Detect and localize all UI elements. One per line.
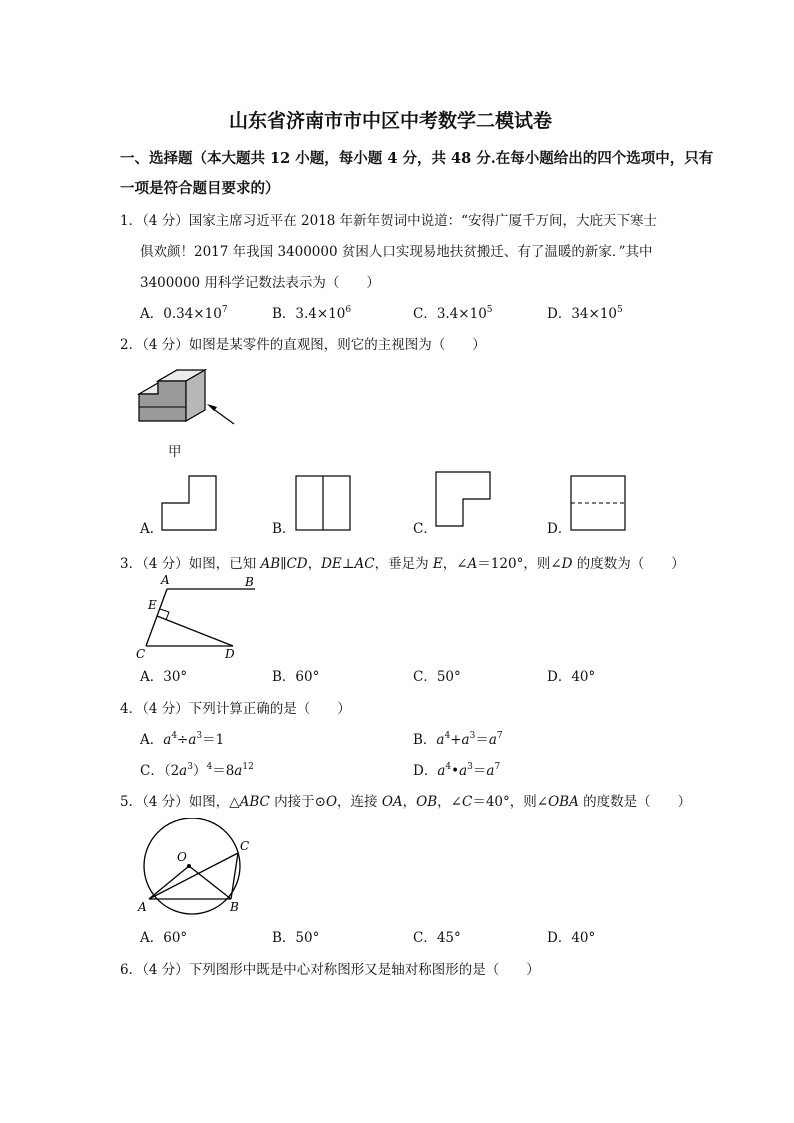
q5-label-b: B: [230, 900, 239, 914]
q1-line2: 俱欢颜！2017 年我国 3400000 贫困人口实现易地扶贫搬迁、有了温暖的新家．”其中: [140, 244, 653, 260]
q3-option-c: C．50°: [413, 669, 461, 685]
q2-option-a-label: A．: [140, 521, 164, 537]
q3-geometry-figure: [130, 572, 260, 662]
q5-option-d: D．40°: [547, 930, 596, 946]
q4-option-b: B．$a^4+a^3=a^7$: [413, 731, 503, 748]
q6-stem: 6．（4 分）下列图形中既是中心对称图形又是轴对称图形的是（ ）: [120, 962, 540, 978]
q2-figure-label: 甲: [168, 444, 182, 460]
q2-option-a-figure: [160, 474, 220, 532]
q2-part-3d-figure: [134, 358, 244, 438]
q1-option-a: A．$0.34\times 10^7$: [140, 305, 228, 322]
q2-option-d-figure: [569, 474, 629, 532]
q4-option-a: A．$a^4\div a^3=1$: [140, 731, 225, 748]
q1-option-c: C．$3.4\times 10^5$: [413, 305, 493, 322]
q5-label-c: C: [240, 839, 250, 853]
q5-stem: 5．（4 分）如图，△ABC 内接于⊙O，连接 OA，OB，∠C＝40°，则∠OBA 的度数是（ ）: [120, 794, 692, 810]
q3-label-a: A: [161, 573, 170, 587]
q3-label-d: D: [225, 647, 235, 661]
q3-label-b: B: [245, 575, 254, 589]
q3-label-c: C: [136, 647, 146, 661]
q1-line1: 1．（4 分）国家主席习近平在 2018 年新年贺词中说道：“安得广厦千万间，大庇天下寒士: [120, 213, 658, 229]
q3-option-d: D．40°: [547, 669, 596, 685]
q1-option-d: D．$34\times 10^5$: [547, 305, 623, 322]
q3-option-b: B．60°: [272, 669, 320, 685]
section-header-line1: 一、选择题（本大题共 12 小题，每小题 4 分，共 48 分.在每小题给出的四个选项中，只有: [120, 150, 714, 167]
q1-line3: 3400000 用科学记数法表示为（ ）: [140, 275, 380, 291]
q5-circle-figure: [130, 818, 260, 918]
q2-option-d-label: D．: [547, 521, 572, 537]
q2-option-c-figure: [434, 470, 494, 530]
q4-option-c: C．$(2a^3)^4=8a^{12}$: [140, 762, 254, 779]
q4-stem: 4．（4 分）下列计算正确的是（ ）: [120, 701, 351, 717]
q3-option-a: A．30°: [140, 669, 188, 685]
q3-label-e: E: [148, 598, 157, 612]
q5-option-a: A．60°: [140, 930, 188, 946]
q2-option-b-label: B．: [272, 521, 296, 537]
q2-stem: 2．（4 分）如图是某零件的直观图，则它的主视图为（ ）: [120, 337, 486, 353]
q2-option-c-label: C．: [413, 521, 437, 537]
q5-label-o: O: [177, 850, 187, 864]
q5-option-b: B．50°: [272, 930, 320, 946]
q4-option-d: D．$a^4•a^3=a^7$: [413, 762, 501, 779]
q5-option-c: C．45°: [413, 930, 461, 946]
q2-option-b-figure: [294, 474, 354, 532]
section-header-line2: 一项是符合题目要求的）: [120, 180, 280, 197]
q1-option-b: B．$3.4\times 10^6$: [272, 305, 352, 322]
page-title: 山东省济南市市中区中考数学二模试卷: [229, 110, 553, 132]
q3-stem: 3．（4 分）如图，已知 AB∥CD，DE⊥AC，垂足为 E，∠A＝120°，则∠D 的度数为（ ）: [120, 556, 685, 572]
q5-label-a: A: [138, 900, 147, 914]
